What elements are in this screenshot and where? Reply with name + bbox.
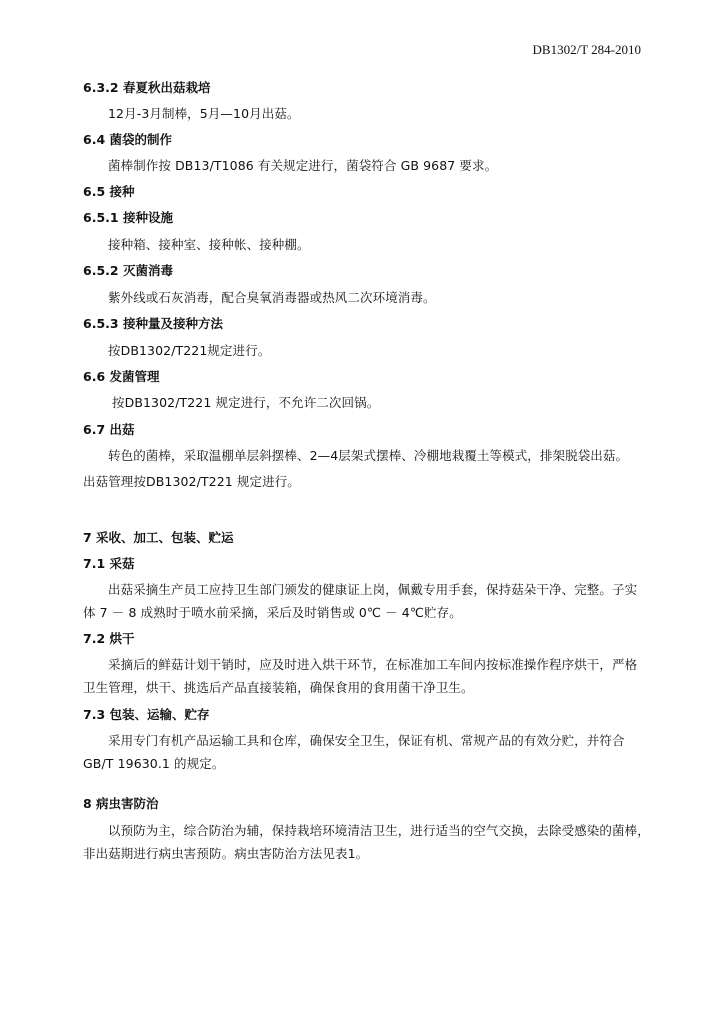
paragraph-line: 体 7 － 8 成熟时于喷水前采摘，采后及时销售或 0℃ － 4℃贮存。 — [83, 605, 462, 620]
section-heading: 6.5.2 灭菌消毒 — [83, 263, 173, 278]
paragraph-line: 卫生管理，烘干、挑选后产品直接装箱，确保食用的食用菌干净卫生。 — [83, 680, 474, 695]
paragraph-line: 按DB1302/T221规定进行。 — [108, 343, 271, 358]
paragraph-line: 按DB1302/T221 规定进行，不允许二次回锅。 — [112, 395, 380, 410]
section-heading: 6.4 菌袋的制作 — [83, 132, 172, 147]
paragraph-line: 转色的菌棒，采取温棚单层斜摆棒、2—4层架式摆棒、冷棚地栽覆土等模式，排架脱袋出菇。 — [108, 448, 629, 463]
chapter-heading: 8 病虫害防治 — [83, 796, 159, 811]
section-heading: 7.3 包装、运输、贮存 — [83, 707, 210, 722]
section-heading: 6.3.2 春夏秋出菇栽培 — [83, 80, 211, 95]
document-code: DB1302/T 284-2010 — [532, 42, 641, 57]
section-heading: 6.7 出菇 — [83, 422, 135, 437]
section-heading: 6.6 发菌管理 — [83, 369, 160, 384]
paragraph-line: GB/T 19630.1 的规定。 — [83, 756, 225, 771]
chapter-heading: 7 采收、加工、包装、贮运 — [83, 530, 234, 545]
paragraph-line: 非出菇期进行病虫害预防。病虫害防治方法见表1。 — [83, 846, 369, 861]
paragraph-line: 菌棒制作按 DB13/T1086 有关规定进行，菌袋符合 GB 9687 要求。 — [108, 158, 498, 173]
paragraph-line: 接种箱、接种室、接种帐、接种棚。 — [108, 237, 310, 252]
section-heading: 6.5 接种 — [83, 184, 135, 199]
paragraph-line: 12月-3月制棒，5月—10月出菇。 — [108, 106, 300, 121]
paragraph-line: 以预防为主，综合防治为辅，保持栽培环境清洁卫生，进行适当的空气交换，去除受感染的菌棒， — [108, 823, 650, 838]
paragraph-line: 出菇采摘生产员工应持卫生部门颁发的健康证上岗，佩戴专用手套，保持菇朵干净、完整。子实 — [108, 582, 638, 597]
paragraph-line: 出菇管理按DB1302/T221 规定进行。 — [83, 474, 300, 489]
section-heading: 7.2 烘干 — [83, 631, 135, 646]
paragraph-line: 采用专门有机产品运输工具和仓库，确保安全卫生，保证有机、常规产品的有效分贮，并符合 — [108, 733, 625, 748]
section-heading: 6.5.3 接种量及接种方法 — [83, 316, 223, 331]
paragraph-line: 紫外线或石灰消毒，配合臭氧消毒器或热风二次环境消毒。 — [108, 290, 436, 305]
section-heading: 7.1 采菇 — [83, 556, 135, 571]
section-heading: 6.5.1 接种设施 — [83, 210, 173, 225]
paragraph-line: 采摘后的鲜菇计划干销时，应及时进入烘干环节，在标准加工车间内按标准操作程序烘干，严格 — [108, 657, 638, 672]
